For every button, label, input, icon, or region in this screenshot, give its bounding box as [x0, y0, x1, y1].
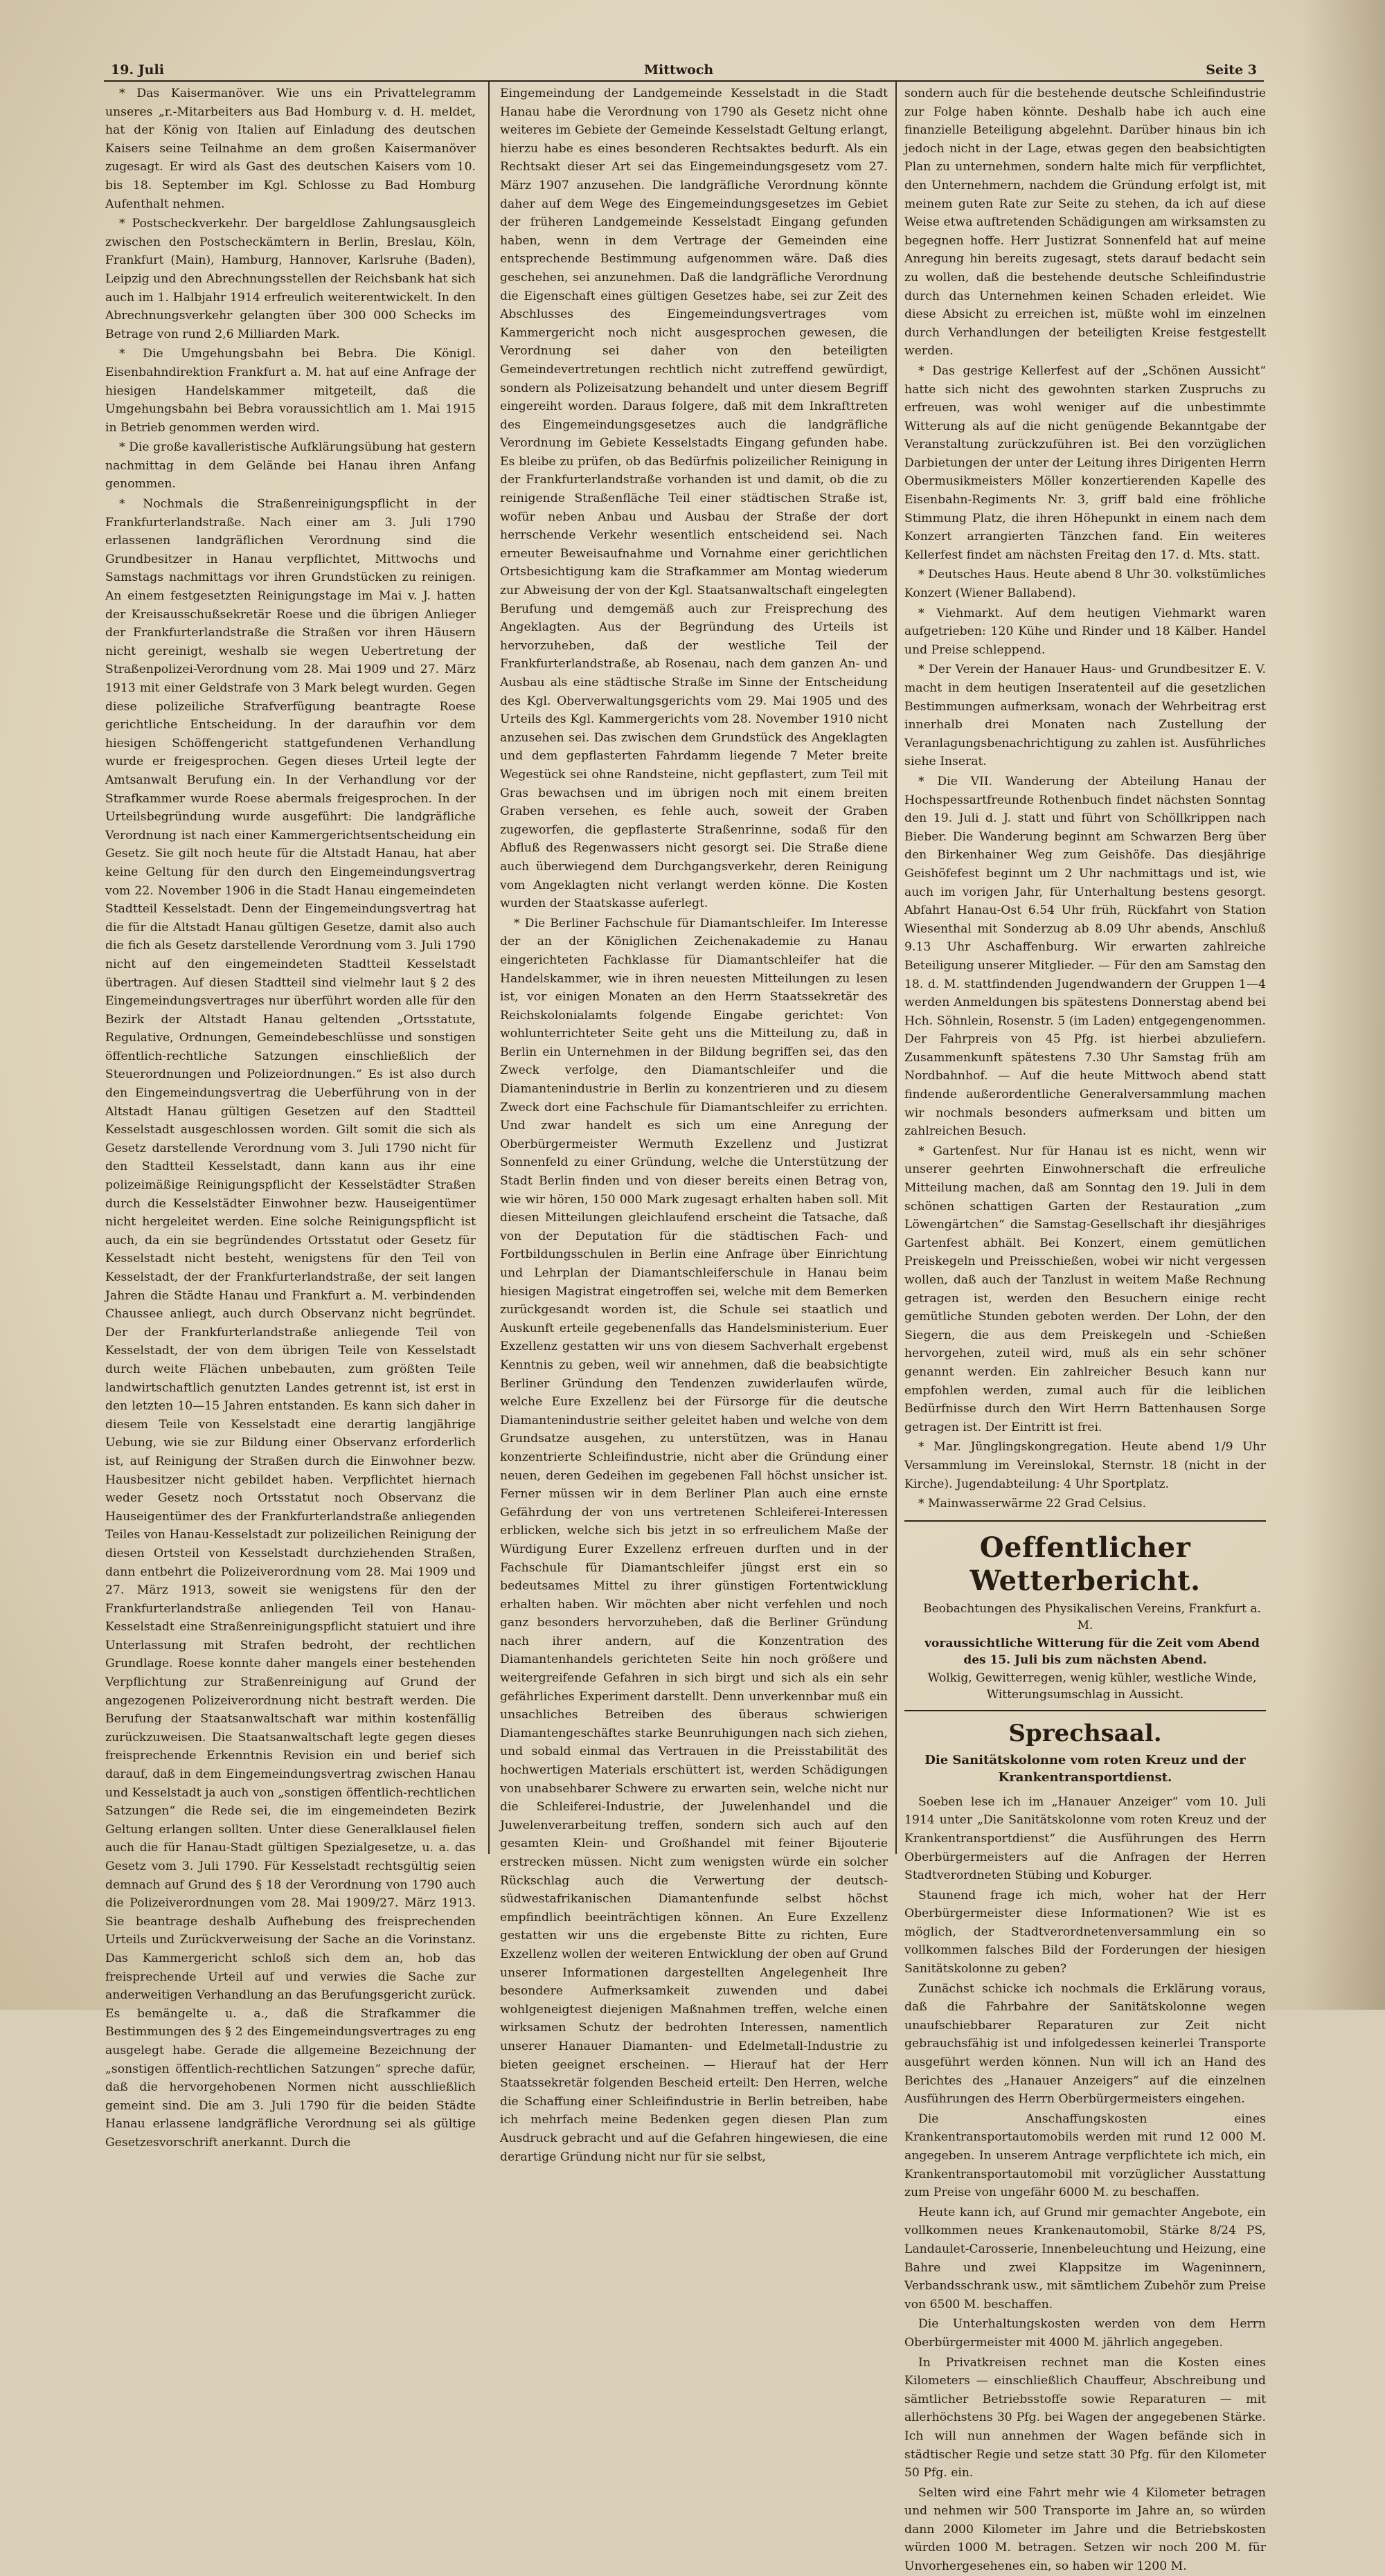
letter-paragraph: Selten wird eine Fahrt mehr wie 4 Kilometer betragen und nehmen wir 500 Transporte im Jahre an, so würden dann 2000 Kilometer im Jahre und die Betriebskosten würden 1000 M. betragen. Setzen wir noch 200 M. für Unvorhergesehenes ein, so haben wir 1200 M.	[904, 2485, 1266, 2574]
sprechsaal-subtitle: Die Sanitätskolonne vom roten Kreuz und der Krankentransportdienst.	[924, 1752, 1246, 1785]
column-2	[500, 84, 888, 2164]
article-paragraph: * Die Umgehungsbahn bei Bebra. Die Königl. Eisenbahndirektion Frankfurt a. M. hat auf eine Anfrage der hiesigen Handelskammer mitgeteilt, daß die Umgehungsbahn bei Bebra voraussichtlich am 1. Mai 1915 in Betrieb genommen werden wird.	[105, 347, 476, 435]
letter-paragraph: Die Unterhaltungskosten werden von dem Herrn Oberbürgermeister mit 4000 M. jährlich angegeben.	[904, 2317, 1266, 2350]
header-page-number: Seite 3	[1206, 62, 1257, 78]
article-paragraph: * Das gestrige Kellerfest auf der „Schönen Aussicht“ hatte sich nicht des gewohnten starken Zuspruchs zu erfreuen, was wohl weniger auf die unbestimmte Witterung als auf die nicht genügende Bekanntgabe der Veranstaltung zurückzuführen ist. Bei den vorzüglichen Darbietungen der unter der Leitung ihres Dirigenten Herrn Obermusikmeisters Möller konzertierenden Kapelle des Eisenbahn-Regiments Nr. 3, griff bald eine fröhliche Stimmung Platz, die ihren Höhepunkt in einem nach dem Konzert arrangierten Tänzchen fand. Ein weiteres Kellerfest findet am nächsten Freitag den 17. d. Mts. statt.	[904, 363, 1266, 562]
article-paragraph: Eingemeindung der Landgemeinde Kesselstadt in die Stadt Hanau habe die Verordnung von 1790 als Gesetz nicht ohne weiteres im Gebiete der Gemeinde Kesselstadt Geltung erlangt, hierzu habe es eines besonderen Rechtsaktes bedurft. Als ein Rechtsakt dieser Art sei das Eingemeindungsgesetz vom 27. März 1907 anzusehen. Die landgräfliche Verordnung könnte daher auf dem Wege des Eingemeindungsgesetzes im Gebiet der früheren Landgemeinde Kesselstadt Eingang gefunden haben, wenn in dem Vertrage der Gemeinden eine entsprechende Bestimmung aufgenommen wäre. Daß dies geschehen, sei anzunehmen. Daß die landgräfliche Verordnung die Eigenschaft eines gültigen Gesetzes habe, sei zur Zeit des Abschlusses des Eingemeindungsvertrages vom Kammergericht noch nicht ausgesprochen gewesen, die Verordnung sei daher von den beteiligten Gemeindevertretungen rechtlich nicht zutreffend gewürdigt, sondern als Polizeisatzung behandelt und unter diesem Begriff eingereiht worden. Daraus folgere, daß mit dem Inkrafttreten des Eingemeindungsgesetzes auch die landgräfliche Verordnung im Gebiete Kesselstadts Eingang gefunden habe. Es bleibe zu prüfen, ob das Bedürfnis polizeilicher Reinigung in der Frankfurterlandstraße vorhanden ist und damit, ob die zu reinigende Straßenfläche Teil einer städtischen Straße ist, wofür neben Anbau und Ausbau der Straße der dort herrschende Verkehr wesentlich entscheidend sei. Nach erneuter Beweisaufnahme und Vornahme einer gerichtlichen Ortsbesichtigung kam die Strafkammer am Montag wiederum zur Abweisung der von der Kgl. Staatsanwaltschaft eingelegten Berufung und demgemäß auch zur Freisprechung des Angeklagten. Aus der Begründung des Urteils ist hervorzuheben, daß der westliche Teil der Frankfurterlandstraße, ab Rosenau, nach dem ganzen An- und Ausbau als eine städtische Straße im Sinne der Entscheidung des Kgl. Oberverwaltungsgerichts vom 29. Mai 1905 und des Urteils des Kgl. Kammergerichts vom 28. November 1910 nicht anzusehen sei. Das zwischen dem Grundstück des Angeklagten und dem gepflasterten Fahrdamm liegende 7 Meter breite Wegestück sei ohne Randsteine, nicht gepflastert, zum Teil mit Gras bewachsen und im übrigen noch mit einem breiten Graben versehen, es fehle auch, soweit der Graben zugeworfen, die gepflasterte Straßenrinne, sodaß für den Abfluß des Regenwassers nicht gesorgt sei. Die Straße diene auch überwiegend dem Durchgangsverkehr, deren Reinigung vom Angeklagten nicht verlangt werden könne. Die Kosten wurden der Staatskasse auferlegt.	[500, 87, 888, 911]
article-paragraph: * Postscheckverkehr. Der bargeldlose Zahlungsausgleich zwischen den Postscheckämtern in Berlin, Breslau, Köln, Frankfurt (Main), Hamburg, Hannover, Karlsruhe (Baden), Leipzig und den Abrechnungsstellen der Reichsbank hat sich auch im 1. Halbjahr 1914 erfreulich weiterentwickelt. In den Abrechnungsverkehr gelangten über 300 000 Schecks im Betrage von rund 2,6 Milliarden Mark.	[105, 217, 476, 341]
article-paragraph: * Viehmarkt. Auf dem heutigen Viehmarkt waren aufgetrieben: 120 Kühe und Rinder und 18 Kälber. Handel und Preise schleppend.	[904, 606, 1266, 657]
header-date: 19. Juli	[111, 62, 164, 78]
article-paragraph: sondern auch für die bestehende deutsche Schleifindustrie zur Folge haben könnte. Deshalb habe ich auch eine finanzielle Beteiligung abgelehnt. Darüber hinaus bin ich jedoch nicht in der Lage, etwas gegen den beabsichtigten Plan zu unternehmen, sondern halte mich für verpflichtet, den Unternehmern, nachdem die Gründung erfolgt ist, mit meinem guten Rate zur Seite zu stehen, da ich auf diese Weise etwa auftretenden Schädigungen am wirksamsten zu begegnen hoffe. Herr Justizrat Sonnenfeld hat auf meine Anregung hin bereits zugesagt, stets darauf bedacht sein zu wollen, daß die bestehende deutsche Schleifindustrie durch das Unternehmen keinen Schaden erleidet. Wie diese Absicht zu erreichen ist, müßte wohl im einzelnen durch Verhandlungen der beteiligten Kreise festgestellt werden.	[904, 87, 1266, 359]
article-paragraph: * Der Verein der Hanauer Haus- und Grundbesitzer E. V. macht in dem heutigen Inseratenteil auf die gesetzlichen Bestimmungen aufmerksam, wonach der Wehrbeitrag erst innerhalb drei Monaten nach Zustellung der Veranlagungsbenachrichtigung zu zahlen ist. Ausführliches siehe Inserat.	[904, 663, 1266, 769]
weather-report-title: Oeffentlicher Wetterbericht.	[970, 1531, 1201, 1597]
article-paragraph: * Die VII. Wanderung der Abteilung Hanau der Hochspessartfreunde Rothenbuch findet nächsten Sonntag den 19. Juli d. J. statt und führt von Schöllkrippen nach Bieber. Die Wanderung beginnt am Schwarzen Berg über den Birkenhainer Weg zum Geishöfe. Das diesjährige Geishöfefest beginnt um 2 Uhr nachmittags und ist, wie auch im vorigen Jahr, für Unterhaltung bestens gesorgt. Abfahrt Hanau-Ost 6.54 Uhr früh, Rückfahrt von Station Wiesenthal mit Sonderzug ab 8.09 Uhr abends, Anschluß 9.13 Uhr Aschaffenburg. Wir erwarten zahlreiche Beteiligung unserer Mitglieder. — Für den am Samstag den 18. d. M. stattfindenden Jugendwandern der Gruppen 1—4 werden Anmeldungen bis spätestens Donnerstag abend bei Hch. Söhnlein, Rosenstr. 5 (im Laden) entgegengenommen. Der Fahrpreis von 45 Pfg. ist hierbei abzuliefern. Zusammenkunft spätestens 7.30 Uhr Samstag früh am Nordbahnhof. — Auf die heute Mittwoch abend statt findende außerordentliche Generalversammlung machen wir nochmals besonders aufmerksam und bitten um zahlreichen Besuch.	[904, 774, 1266, 1139]
letter-paragraph: Die Anschaffungskosten eines Krankentransportautomobils werden mit rund 12 000 M. angegeben. In unserem Antrage verpflichtete ich mich, ein Krankentransportautomobil mit vorzüglicher Ausstattung zum Preise von ungefähr 6000 M. zu beschaffen.	[904, 2111, 1266, 2200]
letter-paragraph: Staunend frage ich mich, woher hat der Herr Oberbürgermeister diese Informationen? Wie ist es möglich, der Stadtverordnetenversammlung ein so vollkommen falsches Bild der Forderungen der hiesigen Sanitätskolonne zu geben?	[904, 1888, 1266, 1976]
letter-paragraph: In Privatkreisen rechnet man die Kosten eines Kilometers — einschließlich Chauffeur, Abschreibung und sämtlicher Betriebsstoffe sowie Reparaturen — mit allerhöchstens 30 Pfg. bei Wagen der angegebenen Stärke. Ich will nun annehmen der Wagen befände sich in städtischer Regie und setze statt 30 Pfg. für den Kilometer 50 Pfg. ein.	[904, 2355, 1266, 2480]
sprechsaal-title: Sprechsaal.	[1008, 1719, 1162, 1747]
letter-paragraph: Heute kann ich, auf Grund mir gemachter Angebote, ein vollkommen neues Krankenautomobil, Stärke 8/24 PS, Landaulet-Carosserie, Innenbeleuchtung und Heizung, eine Bahre und zwei Klappsitze im Wageninnern, Verbandsschrank usw., mit sämtlichem Zubehör zum Preise von 6500 M. beschaffen.	[904, 2205, 1266, 2312]
column-3	[904, 84, 1266, 2574]
column-divider-1	[488, 82, 490, 1854]
column-divider-2	[895, 82, 897, 1854]
header-rule	[104, 80, 1264, 82]
article-paragraph: * Nochmals die Straßenreinigungspflicht in der Frankfurterlandstraße. Nach einer am 3. Juli 1790 erlassenen landgräflichen Verordnung sind die Grundbesitzer in Hanau verpflichtet, Mittwochs und Samstags nachmittags vor ihren Grundstücken zu reinigen. An einem festgesetzten Reinigungstage im Mai v. J. hatten der Kreisausschußsekretär Roese und die übrigen Anlieger der Frankfurterlandstraße die Straßen vor ihren Häusern nicht gereinigt, weshalb sie wegen Uebertretung der Straßenpolizei-Verordnung vom 28. Mai 1909 und 27. März 1913 mit einer Geldstrafe von 3 Mark belegt wurden. Gegen diese polizeiliche Strafverfügung beantragte Roese gerichtliche Entscheidung. In der daraufhin vor dem hiesigen Schöffengericht stattgefundenen Verhandlung wurde er freigesprochen. Gegen dieses Urteil legte der Amtsanwalt Berufung ein. In der Verhandlung vor der Strafkammer wurde Roese abermals freigesprochen. In der Urteilsbegründung wurde ausgeführt: Die landgräfliche Verordnung ist nach einer Kammergerichtsentscheidung ein Gesetz. Sie gilt noch heute für die Altstadt Hanau, hat aber keine Geltung für den durch den Eingemeindungsvertrag vom 22. November 1906 in die Stadt Hanau eingemeindeten Stadtteil Kesselstadt. Denn der Eingemeindungsvertrag hat die für die Altstadt Hanau gültigen Gesetze, damit also auch die fich als Gesetz darstellende Verordnung vom 3. Juli 1790 nicht auf den eingemeindeten Stadtteil Kesselstadt übertragen. Auf diesen Stadtteil sind vielmehr laut § 2 des Eingemeindungsvertrages nur überführt worden alle für den Bezirk der Altstadt Hanau geltenden „Ortsstatute, Regulative, Ordnungen, Gemeindebeschlüsse und sonstigen öffentlich-rechtliche Satzungen einschließlich der Steuerordnungen und Polizeiordnungen.“ Es ist also durch den Eingemeindungsvertrag die Ueberführung von in der Altstadt Hanau gültigen Gesetzen auf den Stadtteil Kesselstadt ausgeschlossen worden. Gilt somit die sich als Gesetz darstellende Verordnung vom 3. Juli 1790 nicht für den Stadtteil Kesselstadt, dann kann aus ihr eine polizeimäßige Reinigungspflicht der Kesselstädter Straßen durch die Kesselstädter Einwohner bezw. Hauseigentümer nicht hergeleitet werden. Eine solche Reinigungspflicht ist auch, da ein sie begründendes Ortsstatut oder Gesetz für Kesselstadt nicht besteht, wenigstens für den Teil von Kesselstadt, der der Frankfurterlandstraße, der seit langen Jahren die Städte Hanau und Frankfurt a. M. verbindenden Chaussee anliegt, auch durch Observanz nicht begründet. Der der Frankfurterlandstraße anliegende Teil von Kesselstadt, der von dem übrigen Teile von Kesselstadt durch weite Flächen unbebauten, zum größten Teile landwirtschaftlich genutzten Landes getrennt ist, ist erst in den letzten 10—15 Jahren entstanden. Es kann sich daher in diesem Teile von Kesselstadt eine derartig langjährige Uebung, wie sie zur Bildung einer Observanz erforderlich ist, auf Reinigung der Straßen durch die Einwohner bezw. Hausbesitzer nicht gebildet haben. Verpflichtet hiernach weder Gesetz noch Ortsstatut noch Observanz die Hauseigentümer des der Frankfurterlandstraße anliegenden Teiles von Hanau-Kesselstadt zur polizeilichen Reinigung der diesen Ortsteil von Kesselstadt durchziehenden Straßen, dann entbehrt die Polizeiverordnung vom 28. Mai 1909 und 27. März 1913, soweit sie wenigstens für den der Frankfurterlandstraße anliegenden Teil von Hanau-Kesselstadt eine Straßenreinigungspflicht statuiert und ihre Unterlassung mit Strafen bedroht, der rechtlichen Grundlage. Roese konnte daher mangels einer bestehenden Verpflichtung zur Straßenreinigung auf Grund der angezogenen Polizeiverordnung nicht bestraft werden. Die Berufung der Staatsanwaltschaft war mithin kostenfällig zurückzuweisen. Die Staatsanwaltschaft legte gegen dieses freisprechende Erkenntnis Revision ein und berief sich darauf, daß in dem Eingemeindungsvertrag zwischen Hanau und Kesselstadt ja auch von „sonstigen öffentlich-rechtlichen Satzungen“ die Rede sei, die im eingemeindeten Bezirk Geltung erlangen sollten. Unter diese Generalklausel fielen auch die für Hanau-Stadt gültigen Spezialgesetze, u. a. das Gesetz vom 3. Juli 1790. Für Kesselstadt rechtsgültig seien demnach auf Grund des § 18 der Verordnung von 1790 auch die Polizeiverordnungen vom 28. Mai 1909/27. März 1913. Sie beantrage deshalb Aufhebung des freisprechenden Urteils und Zurückverweisung der Sache an die Vorinstanz. Das Kammergericht schloß sich dem an, hob das freisprechende Urteil auf und verwies die Sache zur anderweitigen Verhandlung an das Berufungsgericht zurück. Es bemängelte u. a., daß die Strafkammer die Bestimmungen des § 2 des Eingemeindungsvertrages zu eng ausgelegt habe. Gerade die allgemeine Bezeichnung der „sonstigen öffentlich-rechtlichen Satzungen“ spreche dafür, daß die hervorgehobenen Normen nicht ausschließlich gemeint sind. Die am 3. Juli 1790 für die beiden Städte Hanau erlassene landgräfliche Verordnung sei als gültige Gesetzesvorschrift anerkannt. Durch die	[105, 497, 476, 2150]
letter-paragraph: Soeben lese ich im „Hanauer Anzeiger“ vom 10. Juli 1914 unter „Die Sanitätskolonne vom roten Kreuz und der Krankentransportdienst“ die Ausführungen des Herrn Oberbürgermeisters auf die Anfragen der Herren Stadtverordneten Stübing und Koburger.	[904, 1794, 1266, 1883]
article-paragraph: * Das Kaisermanöver. Wie uns ein Privattelegramm unseres „r.-Mitarbeiters aus Bad Homburg v. d. H. meldet, hat der König von Italien auf Einladung des deutschen Kaisers seine Teilnahme an dem großen Kaisermanöver zugesagt. Er wird als Gast des deutschen Kaisers vom 10. bis 18. September im Kgl. Schlosse zu Bad Homburg Aufenthalt nehmen.	[105, 87, 476, 211]
column-1	[105, 84, 476, 2150]
weather-period: voraussichtliche Witterung für die Zeit vom Abend des 15. Juli bis zum nächsten Abend.	[924, 1636, 1260, 1667]
article-paragraph: * Mar. Jünglingskongregation. Heute abend 1/9 Uhr Versammlung im Vereinslokal, Sternstr. 18 (nicht in der Kirche). Jugendabteilung: 4 Uhr Sportplatz.	[904, 1440, 1266, 1491]
running-header	[111, 58, 1257, 86]
letter-paragraph: Zunächst schicke ich nochmals die Erklärung voraus, daß die Fahrbahre der Sanitätskolonne wegen unaufschiebbarer Reparaturen zur Zeit nicht gebrauchsfähig ist und infolgedessen keinerlei Transporte ausgeführt werden können. Nun will ich an Hand des Berichtes des „Hanauer Anzeigers“ auf die einzelnen Ausführungen des Herrn Oberbürgermeisters eingehen.	[904, 1981, 1266, 2107]
article-paragraph: * Deutsches Haus. Heute abend 8 Uhr 30. volkstümliches Konzert (Wiener Ballabend).	[904, 568, 1266, 601]
weather-forecast: Wolkig, Gewitterregen, wenig kühler, westliche Winde, Witterungsumschlag in Aussicht.	[927, 1670, 1257, 1702]
header-weekday: Mittwoch	[644, 62, 714, 78]
section-rule	[904, 1710, 1266, 1711]
section-rule	[904, 1520, 1266, 1522]
page-edge-shadow	[1302, 0, 1385, 2010]
article-paragraph: * Die Berliner Fachschule für Diamantschleifer. Im Interesse der an der Königlichen Zeichenakademie zu Hanau eingerichteten Fachklasse für Diamantschleifer hat die Handelskammer, wie in ihren neuesten Mitteilungen zu lesen ist, vor einigen Monaten an den Herrn Staatssekretär des Reichskolonialamts folgende Eingabe gerichtet: Von wohlunterrichteter Seite geht uns die Mitteilung zu, daß in Berlin ein Unternehmen in der Bildung begriffen sei, das den Zweck verfolge, den Diamantschleifer und die Diamantenindustrie in Berlin zu konzentrieren und zu diesem Zweck dort eine Fachschule für Diamantschleifer zu errichten. Und zwar handelt es sich um eine Anregung der Oberbürgermeister Wermuth Exzellenz und Justizrat Sonnenfeld zu einer Gründung, welche die Unterstützung der Stadt Berlin finden und von dieser bereits einen Betrag von, wie wir hören, 150 000 Mark zugesagt erhalten haben soll. Mit diesen Mitteilungen gleichlaufend erscheint die Tatsache, daß von der Deputation für die städtischen Fach- und Fortbildungsschulen in Berlin eine Anfrage über Einrichtung und Lehrplan der Diamantschleiferschule in Hanau beim hiesigen Magistrat eingetroffen sei, welche mit dem Bemerken zurückgesandt worden ist, die Schule sei staatlich und Auskunft erteile gegebenenfalls das Handelsministerium. Euer Exzellenz gestatten wir uns von diesem Sachverhalt ergebenst Kenntnis zu geben, weil wir annehmen, daß die beabsichtigte Berliner Gründung den Tendenzen zuwiderlaufen würde, welche Eure Exzellenz bei der Fürsorge für die deutsche Diamantenindustrie seither geleitet haben und welche von dem Grundsatze ausgehen, zu unterstützen, was in Hanau konzentrierte Schleifindustrie, nicht aber die Gründung einer neuen, deren Gedeihen im gegebenen Fall höchst unsicher ist. Ferner müssen wir in dem Berliner Plan auch eine ernste Gefährdung der von uns vertretenen Schleiferei-Interessen erblicken, welche sich bis jetzt in so erfreulichem Maße der Würdigung Eurer Exzellenz erfreuen durften und in der Fachschule für Diamantschleifer jüngst erst ein so bedeutsames Mittel zu ihrer günstigen Fortentwicklung erhalten haben. Wir möchten aber nicht verfehlen und noch ganz besonders hervorzuheben, daß die Berliner Gründung nach ihrer andern, auf die Konzentration des Diamantenhandels gerichteten Seite hin noch größere und weitergreifende Gefahren in sich birgt und sich als ein sehr gefährliches Experiment darstellt. Denn unverkennbar muß ein unsachliches Betreiben des überaus schwierigen Diamantengeschäftes starke Beunruhigungen nach sich ziehen, und sobald einmal das Vertrauen in die Preisstabilität des hochwertigen Materials erschüttert ist, werden Schädigungen von unabsehbarer Schwere zu erwarten sein, welche nicht nur die Schleiferei-Industrie, der Juwelenhandel und die Juwelenverarbeitung treffen, sondern sich auch auf den gesamten Klein- und Großhandel mit feiner Bijouterie erstrecken müssen. Nicht zum wenigsten würde ein solcher Rückschlag auch die Verwertung der deutsch-südwestafrikanischen Diamantenfunde selbst höchst empfindlich beeinträchtigen können. An Eure Exzellenz gestatten wir uns die ergebenste Bitte zu richten, Eure Exzellenz wollen der weiteren Entwicklung der oben auf Grund unserer Informationen dargestellten Angelegenheit Ihre besondere Aufmerksamkeit zuwenden und dabei wohlgeneigtest diejenigen Maßnahmen treffen, welche einen wirksamen Schutz der bedrohten Interessen, namentlich unserer Hanauer Diamanten- und Edelmetall-Industrie zu bieten geeignet erscheinen. — Hierauf hat der Herr Staatssekretär folgenden Bescheid erteilt: Den Herren, welche die Schaffung einer Schleifindustrie in Berlin betreiben, habe ich mehrfach meine Bedenken gegen diesen Plan zum Ausdruck gebracht und auf die Gefahren hingewiesen, die eine derartige Gründung nicht nur für sie selbst,	[500, 916, 888, 2164]
article-paragraph: * Mainwasserwärme 22 Grad Celsius.	[918, 1497, 1147, 1511]
article-paragraph: * Gartenfest. Nur für Hanau ist es nicht, wenn wir unserer geehrten Einwohnerschaft die erfreuliche Mitteilung machen, daß am Sonntag den 19. Juli in dem schönen schattigen Garten der Restauration „zum Löwengärtchen“ die Samstag-Gesellschaft ihr diesjähriges Gartenfest abhält. Bei Konzert, einem gemütlichen Preiskegeln und Preisschießen, wobei wir nicht vergessen wollen, daß auch der Tanzlust in weitem Maße Rechnung getragen ist, werden den Besuchern einige recht gemütliche Stunden geboten werden. Der Lohn, der den Siegern, die aus dem Preiskegeln und -Schießen hervorgehen, zuteil wird, muß als ein sehr schöner genannt werden. Ein zahlreicher Besuch kann nur empfohlen werden, zumal auch für die leiblichen Bedürfnisse durch den Wirt Herrn Battenhausen Sorge getragen ist. Der Eintritt ist frei.	[904, 1144, 1266, 1434]
weather-source: Beobachtungen des Physikalischen Vereins, Frankfurt a. M.	[923, 1601, 1261, 1632]
article-paragraph: * Die große kavalleristische Aufklärungsübung hat gestern nachmittag in dem Gelände bei Hanau ihren Anfang genommen.	[105, 440, 476, 492]
